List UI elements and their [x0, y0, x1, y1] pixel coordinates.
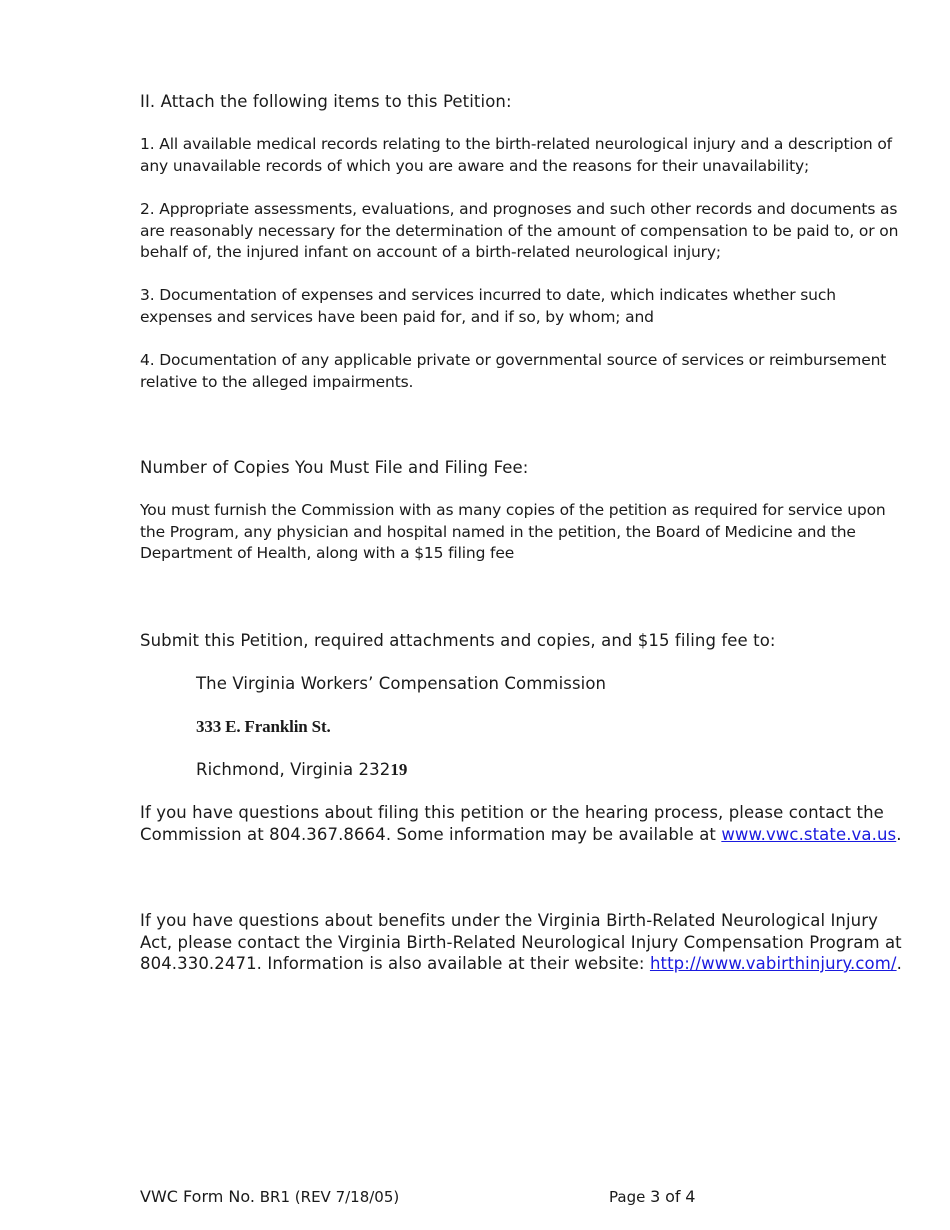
page-label: Page: [609, 1188, 646, 1206]
benefits-questions: [140, 910, 910, 975]
page-of: of: [665, 1187, 681, 1206]
benefits-questions-period: .: [896, 954, 902, 973]
attachment-item-3: 3. Documentation of expenses and services incurred to date, which indicates whether such expenses and services have been paid for, and if so, by whom; and: [140, 286, 836, 326]
page-total: 4: [685, 1187, 696, 1206]
copies-heading: Number of Copies You Must File and Filing Fee:: [140, 458, 529, 477]
filing-questions: [140, 802, 910, 845]
page-current: 3: [650, 1187, 661, 1206]
vabirthinjury-website-link[interactable]: http://www.vabirthinjury.com/: [649, 954, 897, 973]
address-name: The Virginia Workers’ Compensation Commission: [196, 674, 607, 693]
filing-questions-text: If you have questions about filing this petition or the hearing process, please contact the Commission at 804.367.8664. Some information may be available at: [140, 803, 884, 844]
submit-heading: Submit this Petition, required attachments and copies, and $15 filing fee to:: [140, 631, 776, 650]
benefits-questions-text: If you have questions about benefits under the Virginia Birth-Related Neurological Injury Act, please contact the Virginia Birth-Related Neurological Injury Compensation Program at 804.330.2471. Information is also available at their website:: [140, 911, 902, 973]
form-code: BR1 (REV 7/18/05): [259, 1188, 400, 1206]
form-number: [140, 1186, 399, 1208]
section-heading: II. Attach the following items to this Petition:: [140, 92, 512, 111]
form-label: VWC Form No.: [140, 1187, 255, 1206]
copies-text: You must furnish the Commission with as many copies of the petition as required for service upon the Program, any physician and hospital named in the petition, the Board of Medicine and the Department of Health, along with a $15 filing fee: [140, 501, 886, 562]
page-number: [609, 1186, 695, 1208]
address-street: 333 E. Franklin St.: [196, 717, 331, 736]
filing-questions-period: .: [896, 824, 902, 844]
address-city: [196, 759, 896, 781]
attachment-item-4: 4. Documentation of any applicable private or governmental source of services or reimbursement relative to the alleged impairments.: [140, 351, 887, 391]
vwc-website-link[interactable]: www.vwc.state.va.us: [721, 824, 897, 844]
attachment-item-1: 1. All available medical records relating to the birth-related neurological injury and a description of any unavailable records of which you are aware and the reasons for their unavailability;: [140, 135, 892, 175]
address-city-prefix: Richmond, Virginia 232: [196, 760, 391, 779]
address-city-suffix: 19: [390, 760, 408, 779]
attachment-item-2: 2. Appropriate assessments, evaluations, and prognoses and such other records and documents as are reasonably necessary for the determination of the amount of compensation to be paid to, or on behalf of, the injured infant on account of a birth-related neurological injury;: [140, 200, 899, 261]
